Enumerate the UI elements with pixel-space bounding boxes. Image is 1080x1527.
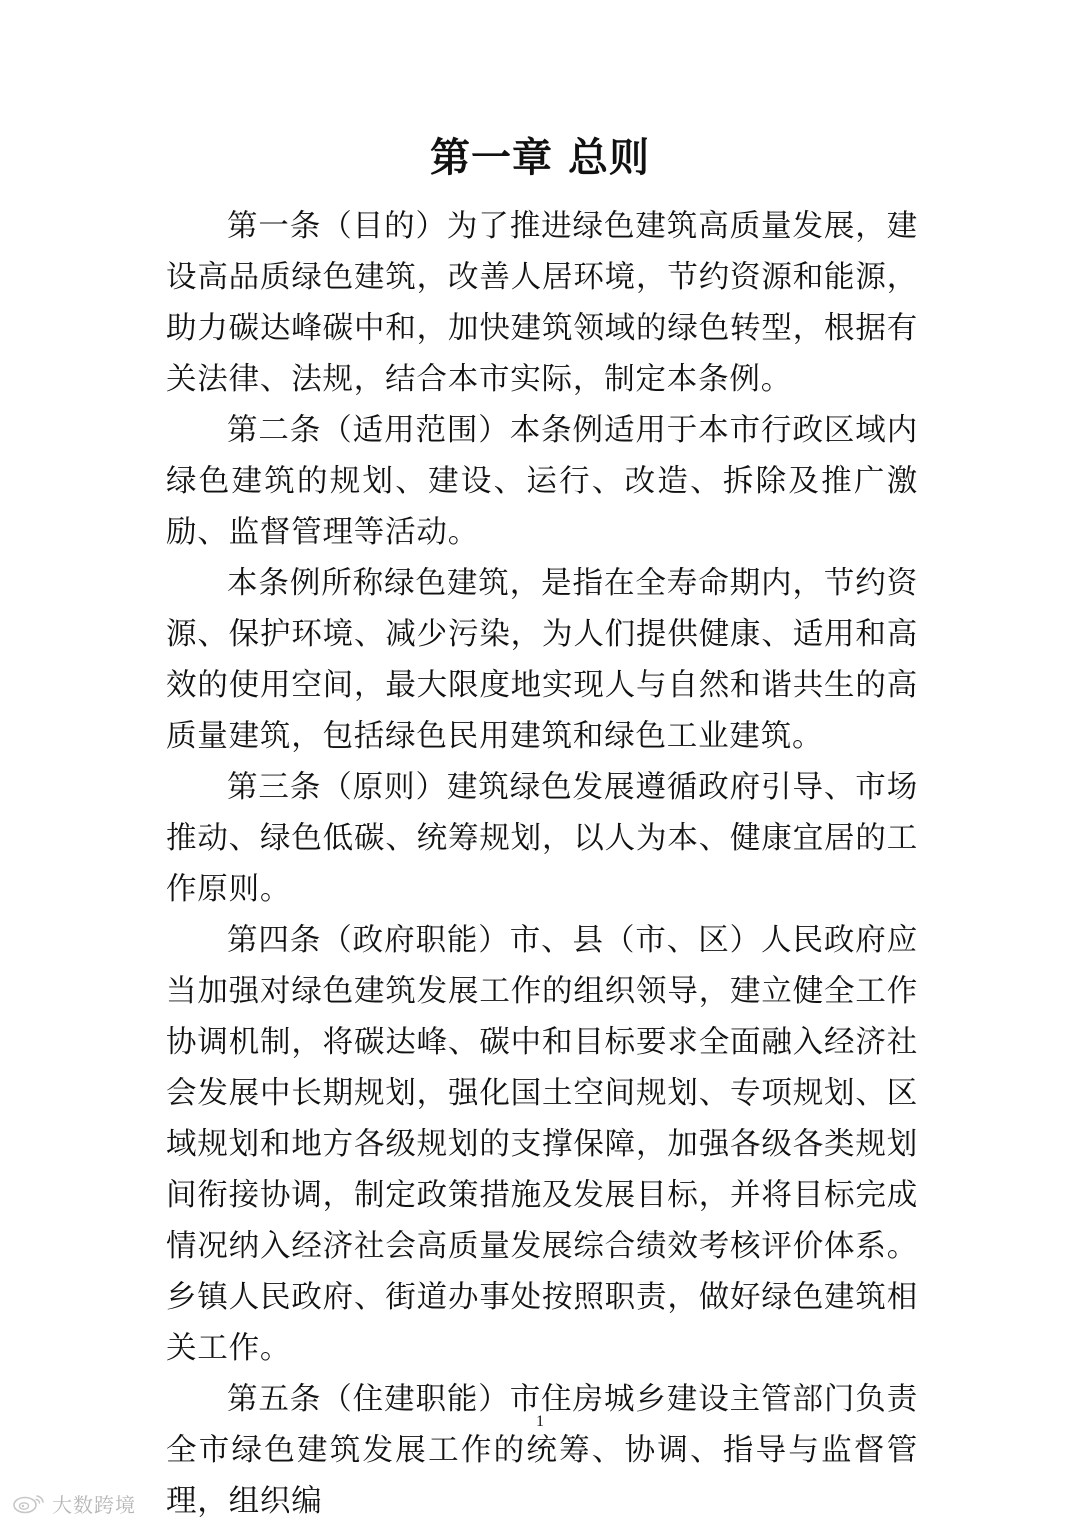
article-3-paragraph: 第三条（原则）建筑绿色发展遵循政府引导、市场推动、绿色低碳、统筹规划，以人为本、健康宜居的工作原则。: [166, 770, 918, 907]
chapter-title: 第一章 总则: [430, 135, 650, 181]
weibo-logo-icon: [12, 1492, 46, 1514]
page-number: 1: [536, 1413, 544, 1430]
watermark-text: 大数跨境: [52, 1492, 136, 1517]
article-5-paragraph: 第五条（住建职能）市住房城乡建设主管部门负责全市绿色建筑发展工作的统筹、协调、指导与监督管理，组织编: [166, 1382, 918, 1519]
body-text: [166, 201, 918, 1527]
green-building-definition-paragraph: 本条例所称绿色建筑，是指在全寿命期内，节约资源、保护环境、减少污染，为人们提供健康、适用和高效的使用空间，最大限度地实现人与自然和谐共生的高质量建筑，包括绿色民用建筑和绿色工业建筑。: [166, 566, 918, 754]
article-4-paragraph: 第四条（政府职能）市、县（市、区）人民政府应当加强对绿色建筑发展工作的组织领导，建立健全工作协调机制，将碳达峰、碳中和目标要求全面融入经济社会发展中长期规划，强化国土空间规划、专项规划、区域规划和地方各级规划的支撑保障，加强各级各类规划间衔接协调，制定政策措施及发展目标，并将目标完成情况纳入经济社会高质量发展综合绩效考核评价体系。乡镇人民政府、街道办事处按照职责，做好绿色建筑相关工作。: [166, 923, 918, 1366]
watermark: [12, 1490, 136, 1516]
article-1-paragraph: 第一条（目的）为了推进绿色建筑高质量发展，建设高品质绿色建筑，改善人居环境，节约资源和能源，助力碳达峰碳中和，加快建筑领域的绿色转型，根据有关法律、法规，结合本市实际，制定本条例。: [166, 209, 918, 397]
article-2-paragraph: 第二条（适用范围）本条例适用于本市行政区域内绿色建筑的规划、建设、运行、改造、拆除及推广激励、监督管理等活动。: [166, 413, 918, 550]
